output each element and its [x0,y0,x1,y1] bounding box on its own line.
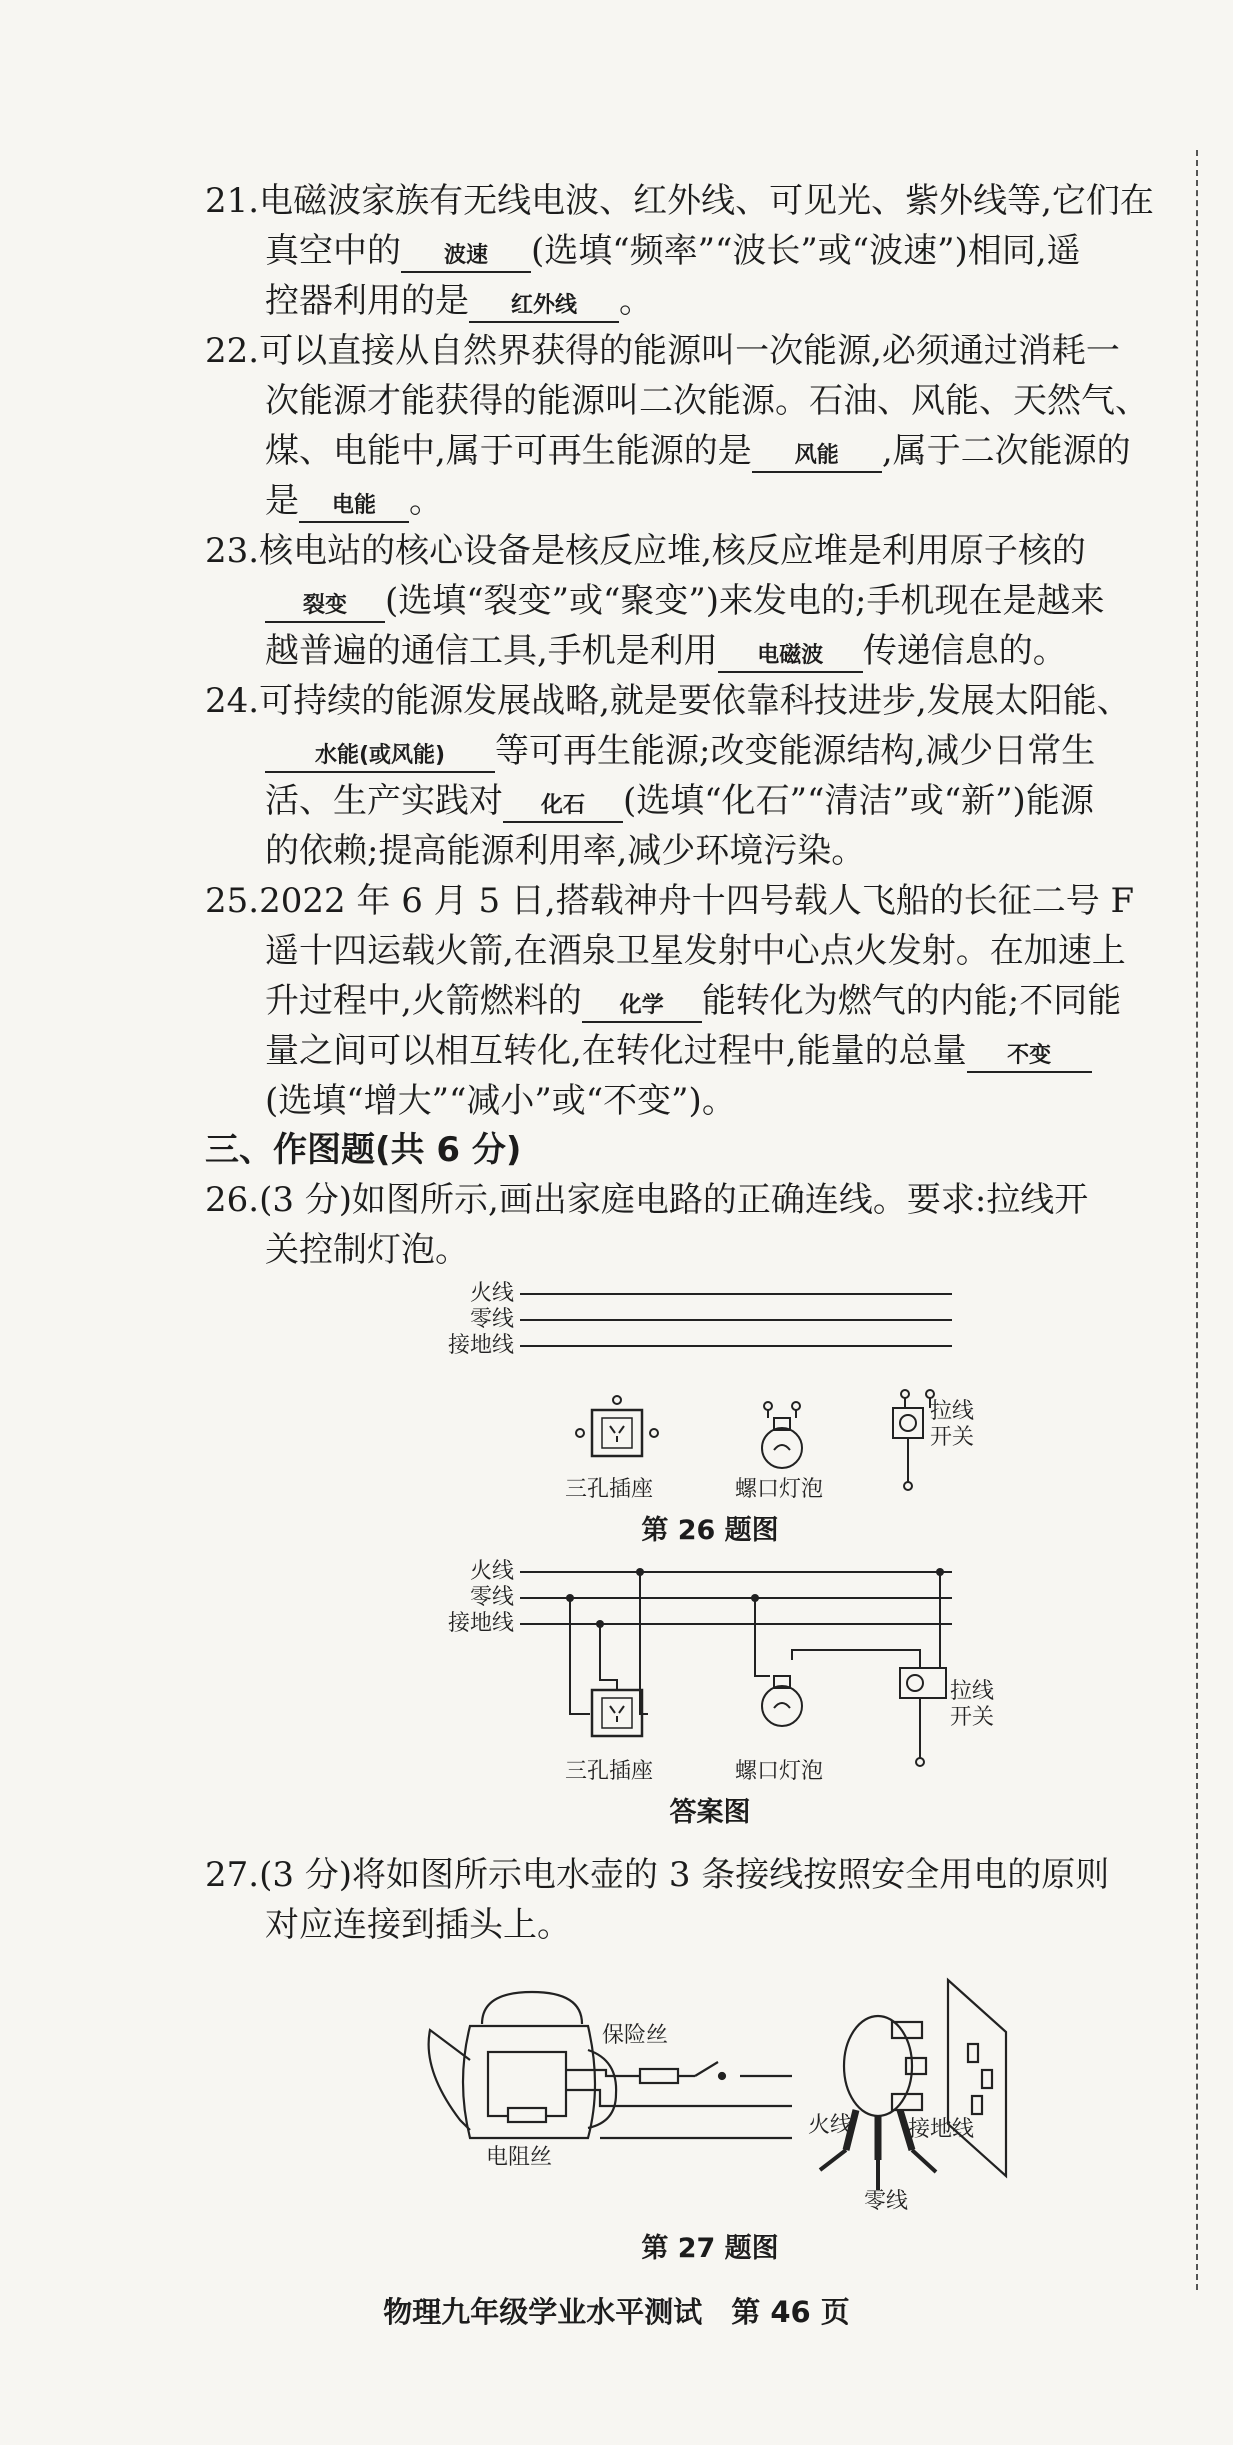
question-text: (3 分)将如图所示电水壶的 3 条接线按照安全用电的原则 [259,1855,1110,1895]
question-number: 25. [205,881,260,921]
label-ground: 接地线 [908,2117,975,2142]
label-neutral: 零线 [469,1585,514,1610]
question-text: 2022 年 6 月 5 日,搭载神舟十四号载人飞船的长征二号 F [259,881,1135,921]
label-switch-2: 开关 [950,1705,995,1730]
question-text: 是 [265,481,299,521]
answer-blank[interactable]: 化学 [582,991,702,1023]
answer-blank[interactable]: 电磁波 [718,641,863,673]
answer-figure-caption: 答案图 [669,1797,751,1828]
question-text: ,属于二次能源的 [881,431,1131,471]
answer-blank[interactable]: 电能 [299,491,409,523]
label-socket: 三孔插座 [565,1477,654,1502]
question-text: 越普遍的通信工具,手机是利用 [265,631,718,671]
question-text: 等可再生能源;改变能源结构,减少日常生 [495,731,1096,771]
answer-blank[interactable]: 波速 [401,241,531,273]
question-text: 活、生产实践对 [265,781,503,821]
label-neutral: 零线 [469,1307,514,1332]
question-text: 量之间可以相互转化,在转化过程中,能量的总量 [265,1031,967,1071]
question-text: (3 分)如图所示,画出家庭电路的正确连线。要求:拉线开 [259,1180,1089,1220]
question-number: 22. [205,331,260,371]
question-text: (选填“化石”“清洁”或“新”)能源 [623,781,1094,821]
figure-26-caption: 第 26 题图 [641,1515,779,1546]
label-switch-1: 拉线 [950,1679,995,1704]
label-live: 火线 [469,1559,514,1584]
label-resistor: 电阻丝 [486,2145,553,2170]
question-text: 关控制灯泡。 [265,1230,469,1270]
lead-wire-neutral [566,2090,792,2106]
question-number: 27. [205,1855,260,1895]
label-switch-2: 开关 [930,1425,975,1450]
label-bulb: 螺口灯泡 [735,1759,824,1784]
question-text: 煤、电能中,属于可再生能源的是 [265,431,752,471]
question-number: 21. [205,181,260,221]
question-text: 的依赖;提高能源利用率,减少环境污染。 [265,831,866,871]
question-text: 传递信息的。 [862,631,1067,671]
question-text: 控器利用的是 [265,281,469,321]
question-text: 。 [619,281,653,321]
answer-blank[interactable]: 红外线 [469,291,619,323]
question-text: 电磁波家族有无线电波、红外线、可见光、紫外线等,它们在 [259,181,1154,221]
label-socket: 三孔插座 [565,1759,654,1784]
question-text: 升过程中,火箭燃料的 [265,981,582,1021]
question-text: 次能源才能获得的能源叫二次能源。石油、风能、天然气、 [265,381,1149,421]
label-ground: 接地线 [447,1333,514,1358]
answer-blank[interactable]: 裂变 [265,591,385,623]
label-live: 火线 [469,1281,514,1306]
question-text: 对应连接到插头上。 [265,1905,571,1945]
question-text: 可持续的能源发展战略,就是要依靠科技进步,发展太阳能、 [259,681,1131,721]
question-text: (选填“频率”“波长”或“波速”)相同,遥 [531,231,1081,271]
answer-blank[interactable]: 水能(或风能) [265,741,495,773]
label-fuse: 保险丝 [602,2023,669,2048]
fuse-icon [640,2069,678,2083]
label-live: 火线 [808,2113,853,2138]
question-text: 能转化为燃气的内能;不同能 [701,981,1122,1021]
question-text: (选填“裂变”或“聚变”)来发电的;手机现在是越来 [385,581,1105,621]
question-number: 23. [205,531,260,571]
label-switch-1: 拉线 [930,1399,975,1424]
answer-blank[interactable]: 风能 [752,441,882,473]
label-ground: 接地线 [447,1611,514,1636]
section-heading: 三、作图题(共 6 分) [205,1130,522,1170]
question-number: 24. [205,681,260,721]
plug-icon [820,2016,936,2190]
question-text: 核电站的核心设备是核反应堆,核反应堆是利用原子核的 [259,531,1086,571]
question-text: 。 [409,481,443,521]
page-footer: 物理九年级学业水平测试 第 46 页 [383,2295,850,2329]
question-text: 可以直接从自然界获得的能源叫一次能源,必须通过消耗一 [259,331,1120,371]
label-bulb: 螺口灯泡 [735,1477,824,1502]
heater-circuit [488,2052,566,2116]
answer-blank[interactable]: 化石 [503,791,623,823]
label-neutral: 零线 [864,2189,909,2214]
question-text: 真空中的 [265,231,401,271]
question-text: (选填“增大”“减小”或“不变”)。 [265,1081,736,1121]
figure-27-caption: 第 27 题图 [641,2233,779,2264]
switch-lever [695,2062,718,2076]
question-number: 26. [205,1180,260,1220]
question-text: 遥十四运载火箭,在酒泉卫星发射中心点火发射。在加速上 [265,931,1126,971]
resistor-icon [508,2108,546,2122]
answer-blank[interactable]: 不变 [967,1041,1092,1073]
wall-outlet-icon [948,1980,1006,2176]
